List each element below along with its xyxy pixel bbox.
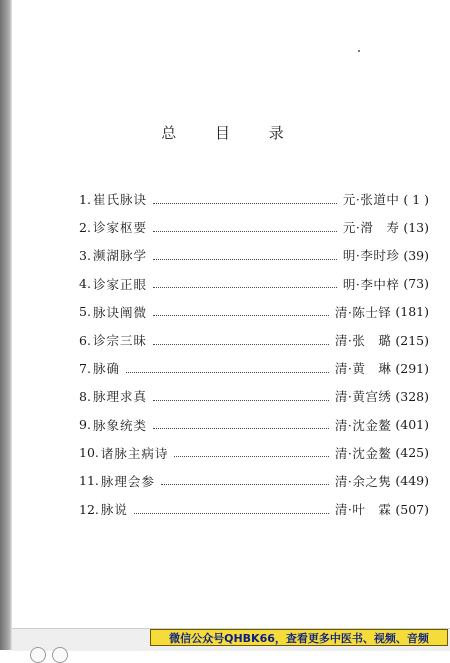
promo-banner: 微信公众号QHBK66，查看更多中医书、视频、音频	[150, 629, 448, 646]
scan-speck	[358, 50, 360, 52]
toc-entry-title: 崔氏脉诀	[92, 192, 147, 208]
toc-dot-leader	[153, 398, 329, 401]
toc-entry	[79, 326, 429, 354]
toc-entry-number: 11.	[79, 473, 99, 489]
table-of-contents	[79, 185, 429, 523]
toc-dot-leader	[153, 342, 329, 345]
toc-entry-number: 3.	[79, 247, 91, 263]
toc-entry-author: 明·李时珍	[342, 248, 400, 264]
toc-entry-title: 濒湖脉学	[92, 248, 147, 264]
toc-dot-leader	[153, 229, 337, 232]
toc-entry	[79, 185, 429, 213]
toc-dot-leader	[134, 511, 329, 514]
toc-entry-title: 脉理会参	[100, 473, 155, 489]
toc-entry-title: 脉理求真	[92, 389, 147, 405]
toc-entry-page: (328)	[395, 388, 429, 404]
toc-entry	[79, 241, 429, 269]
toc-dot-leader	[153, 257, 337, 260]
toc-entry	[79, 439, 429, 467]
page-title: 总 目 录	[161, 124, 301, 142]
toc-entry-number: 12.	[79, 501, 99, 517]
toc-entry-number: 9.	[79, 417, 91, 433]
toc-entry-number: 5.	[79, 304, 91, 320]
toc-dot-leader	[153, 201, 337, 204]
toc-entry-page: (507)	[395, 501, 429, 517]
toc-entry-author: 清·沈金鳌	[334, 417, 392, 433]
toc-entry-title: 诊家枢要	[92, 220, 147, 236]
toc-dot-leader	[153, 426, 329, 429]
toc-entry-page: (73)	[403, 276, 429, 292]
toc-entry-number: 10.	[79, 445, 99, 461]
toc-entry-title: 脉诀阐微	[92, 304, 147, 320]
toc-entry-page: (181)	[395, 304, 429, 320]
toc-entry-number: 2.	[79, 219, 91, 235]
toc-entry	[79, 213, 429, 241]
toc-entry-number: 7.	[79, 360, 91, 376]
toc-entry	[79, 467, 429, 495]
toc-entry	[79, 411, 429, 439]
toc-entry-page: (39)	[403, 247, 429, 263]
toc-entry-title: 脉确	[92, 361, 120, 377]
toc-entry-author: 元·张道中	[342, 192, 400, 208]
toc-entry-title: 脉说	[100, 502, 128, 518]
toc-entry-author: 清·余之隽	[334, 473, 392, 489]
toc-entry-number: 4.	[79, 276, 91, 292]
toc-entry-page: (425)	[395, 445, 429, 461]
toc-entry-title: 诊家正眼	[92, 276, 147, 292]
toc-entry	[79, 270, 429, 298]
toc-entry-author: 清·沈金鳌	[334, 445, 392, 461]
toc-entry	[79, 495, 429, 523]
toc-entry-author: 元·滑 寿	[342, 220, 400, 236]
toc-entry-page: (13)	[403, 219, 429, 235]
toc-entry-title: 诸脉主病诗	[100, 445, 169, 461]
toc-dot-leader	[153, 285, 337, 288]
toc-entry	[79, 354, 429, 382]
toc-entry-number: 8.	[79, 388, 91, 404]
page-left-border	[0, 0, 12, 650]
toc-entry-author: 清·黄 琳	[334, 361, 392, 377]
toc-entry-number: 6.	[79, 332, 91, 348]
toc-entry-page: (215)	[395, 332, 429, 348]
nav-prev-icon[interactable]	[30, 647, 46, 663]
toc-entry-title: 诊宗三昧	[92, 333, 147, 349]
nav-next-icon[interactable]	[52, 647, 68, 663]
toc-dot-leader	[174, 454, 328, 457]
toc-entry-number: 1.	[79, 191, 91, 207]
toc-entry-author: 清·陈士铎	[334, 304, 392, 320]
toc-entry-author: 清·叶 霖	[334, 502, 392, 518]
toc-entry-page: (291)	[395, 360, 429, 376]
toc-entry-author: 清·张 璐	[334, 333, 392, 349]
toc-entry-page: (401)	[395, 417, 429, 433]
toc-dot-leader	[161, 482, 329, 485]
toc-dot-leader	[153, 313, 329, 316]
toc-dot-leader	[126, 370, 329, 373]
toc-entry-author: 明·李中梓	[342, 276, 400, 292]
toc-entry-title: 脉象统类	[92, 417, 147, 433]
toc-entry-author: 清·黄宫绣	[334, 389, 392, 405]
toc-entry	[79, 382, 429, 410]
toc-entry	[79, 298, 429, 326]
toc-entry-page: (449)	[395, 473, 429, 489]
scanned-page	[12, 0, 450, 628]
toc-entry-page: ( 1 )	[403, 191, 429, 207]
